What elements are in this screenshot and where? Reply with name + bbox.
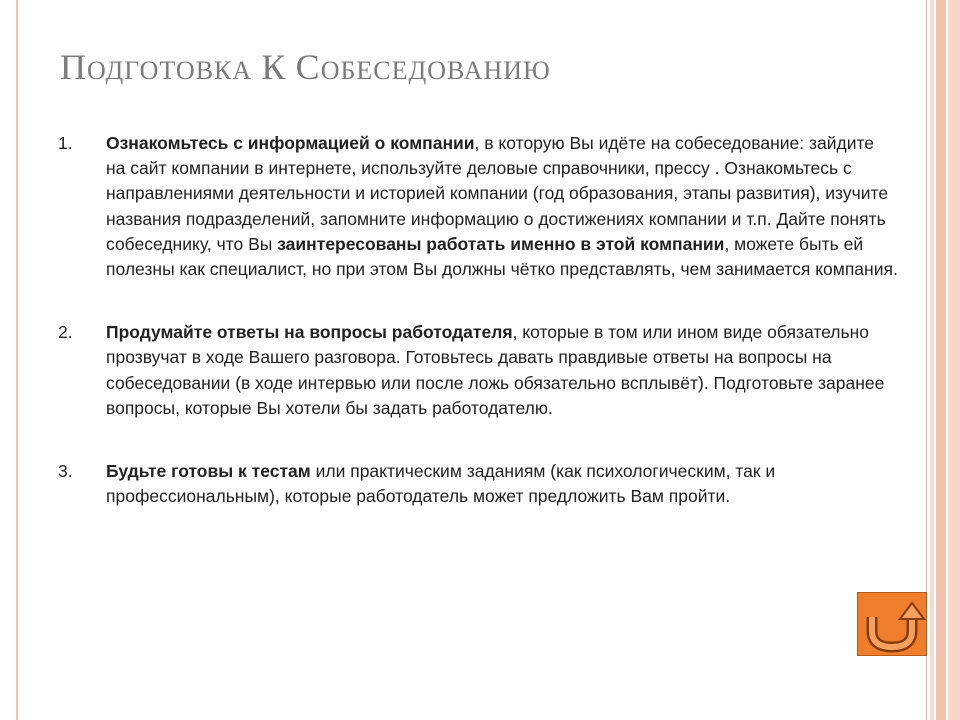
item-body: , которые в том или ином виде обязательно прозвучат в ходе Вашего разговора. Готовьтесь давать правдивые ответы на вопросы на собеседовании (в ходе интервью или после ложь обязательно всплывёт). Подготовьте заранее вопросы, которые Вы хотели бы задать работодателю. [106,322,885,418]
return-button[interactable] [857,592,927,656]
right-border-stripe [930,0,934,720]
item-body: , в которую Вы идёте на собеседование: зайдите на сайт компании в интернете, используйте деловые справочники, прессу . Ознакомьтесь с направлениями деятельности и историей компании (год образования, этапы развития), изучите названия подразделений, запомните информацию о достижениях компании и т.п. Дайте понять собеседнику, что Вы [106,133,889,254]
item-body: или практическим заданиям (как психологическим, так и профессиональным), которые работодатель может предложить Вам пройти. [106,461,776,507]
u-turn-return-icon [858,593,926,655]
item-number: 2. [58,322,73,343]
right-border-stripe [936,0,946,720]
item-text [106,320,898,421]
left-border-rule [16,0,18,720]
item-bold-lead: Продумайте ответы на вопросы работодателя [106,322,513,343]
item-text [106,131,898,282]
item-list [58,131,898,509]
item-bold-lead: Будьте готовы к тестам [106,461,311,482]
item-bold-lead: Ознакомьтесь с информацией о компании [106,133,475,153]
list-item [58,459,898,509]
item-number: 1. [58,133,73,153]
list-item [58,320,898,421]
item-number: 3. [58,461,73,482]
item-bold-mid: заинтересованы работать именно в этой компании [277,233,725,254]
right-border-stripe [948,0,960,720]
list-item [58,131,898,282]
item-body: , можете быть ей полезны как специалист, но при этом Вы должны чётко представлять, чем занимается компания. [106,233,898,280]
slide-title: ПОДГОТОВКА К СОБЕСЕДОВАНИЮ [60,47,551,87]
item-text [106,459,898,509]
